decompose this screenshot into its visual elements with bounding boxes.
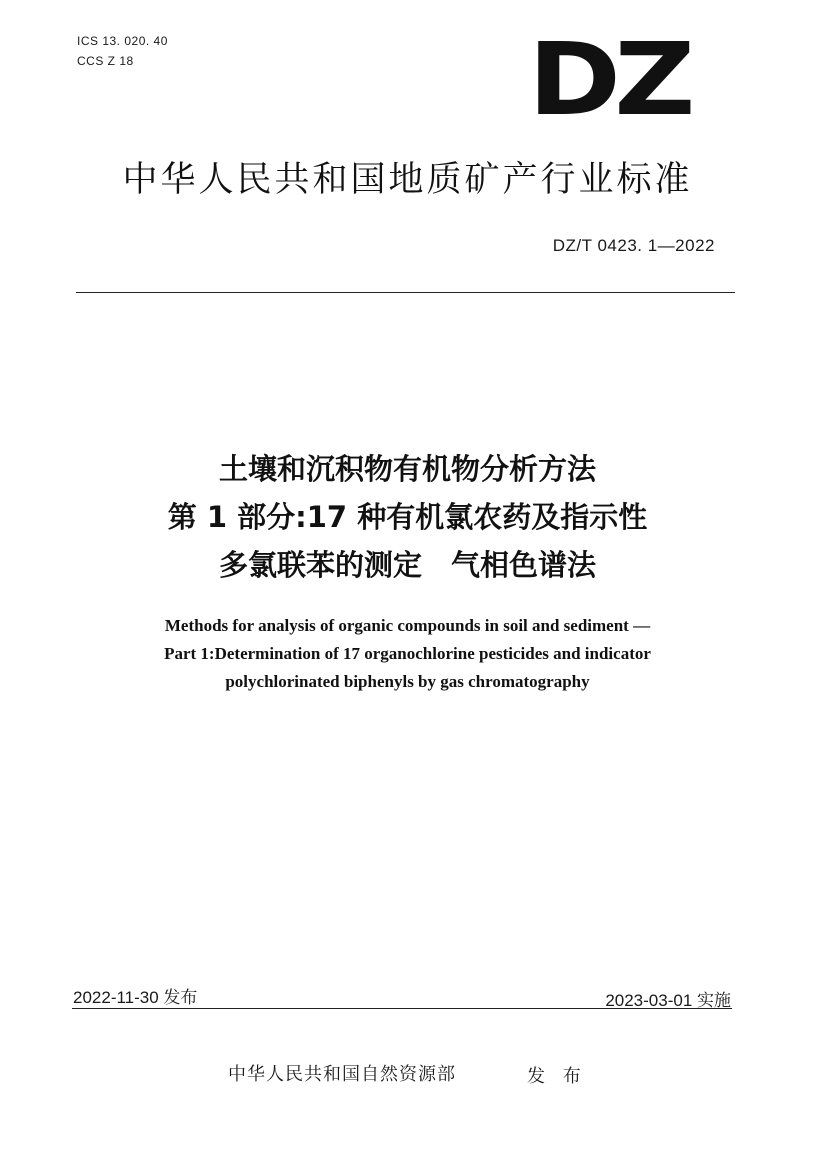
chinese-title-line-3: 多氯联苯的测定 气相色谱法 — [218, 548, 596, 582]
ccs-code: CCS Z 18 — [77, 54, 134, 68]
top-divider — [76, 292, 735, 293]
authority-title: 中华人民共和国地质矿产行业标准 — [122, 160, 693, 200]
publish-label: 发 布 — [527, 1066, 587, 1087]
chinese-title-line-2: 第 1 部分:17 种有机氯农药及指示性 — [167, 500, 648, 534]
ics-code: ICS 13. 020. 40 — [77, 34, 168, 48]
english-title-line-2: Part 1:Determination of 17 organochlorine pesticides and indicator — [164, 644, 651, 663]
chinese-title-line-1: 土壤和沉积物有机物分析方法 — [218, 452, 596, 486]
implementation-date: 2023-03-01 实施 — [605, 991, 731, 1010]
english-title-line-3: polychlorinated biphenyls by gas chromatography — [225, 672, 590, 691]
issue-date: 2022-11-30 发布 — [73, 988, 198, 1007]
english-title-line-1: Methods for analysis of organic compounds in soil and sediment — — [164, 616, 651, 635]
english-title — [0, 612, 815, 696]
publisher: 中华人民共和国自然资源部 — [228, 1064, 456, 1085]
dz-logo: DZ — [528, 21, 689, 138]
bottom-divider — [72, 1008, 732, 1009]
standard-number: DZ/T 0423. 1—2022 — [552, 236, 715, 255]
chinese-title — [0, 445, 815, 589]
